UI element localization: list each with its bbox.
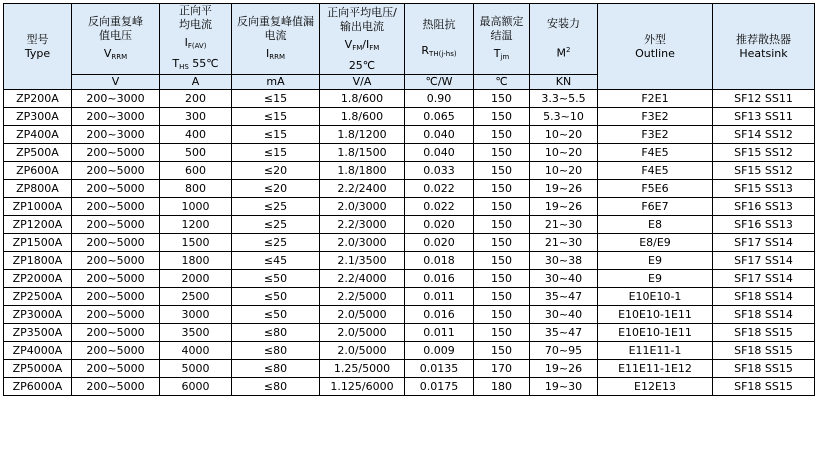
header-heatsink-en: Heatsink	[739, 46, 788, 60]
cell-rth: 0.065	[405, 108, 474, 126]
cell-rth: 0.020	[405, 234, 474, 252]
cell-force: 30~40	[530, 270, 598, 288]
cell-vrrm: 200~5000	[72, 324, 160, 342]
header-irrm-sym: $I_{RRM}$	[265, 46, 286, 61]
cell-tjm: 150	[474, 234, 530, 252]
cell-irrm: ≤25	[232, 234, 320, 252]
cell-rth: 0.0175	[405, 378, 474, 396]
cell-type: ZP1200A	[4, 216, 72, 234]
cell-type: ZP1000A	[4, 198, 72, 216]
cell-heatsink: SF17 SS14	[713, 252, 815, 270]
cell-tjm: 180	[474, 378, 530, 396]
cell-irrm: ≤15	[232, 126, 320, 144]
cell-type: ZP200A	[4, 90, 72, 108]
cell-ifav: 2000	[160, 270, 232, 288]
table-body	[4, 90, 815, 396]
cell-vfm: 2.0/5000	[320, 342, 405, 360]
cell-tjm: 150	[474, 306, 530, 324]
cell-heatsink: SF16 SS13	[713, 216, 815, 234]
cell-type: ZP2000A	[4, 270, 72, 288]
header-outline	[598, 4, 713, 90]
table-row	[4, 126, 815, 144]
header-tjm-cn: 最高额定结温	[479, 14, 524, 42]
cell-force: 35~47	[530, 324, 598, 342]
cell-rth: 0.016	[405, 270, 474, 288]
header-row	[4, 4, 815, 75]
cell-outline: F3E2	[598, 108, 713, 126]
cell-rth: 0.022	[405, 180, 474, 198]
cell-heatsink: SF18 SS15	[713, 360, 815, 378]
header-type	[4, 4, 72, 90]
header-rth-sym: $R_{TH(j-hs)}$	[421, 43, 457, 58]
cell-force: 10~20	[530, 126, 598, 144]
unit-irrm: mA	[232, 75, 320, 90]
cell-outline: F6E7	[598, 198, 713, 216]
cell-outline: F2E1	[598, 90, 713, 108]
header-ifav-cond: $T_{HS}$ 55℃	[172, 57, 219, 71]
table-row	[4, 252, 815, 270]
header-irrm	[232, 4, 320, 75]
unit-ifav: A	[160, 75, 232, 90]
cell-type: ZP500A	[4, 144, 72, 162]
cell-heatsink: SF17 SS14	[713, 270, 815, 288]
cell-vfm: 1.25/5000	[320, 360, 405, 378]
cell-tjm: 150	[474, 144, 530, 162]
header-tjm	[474, 4, 530, 75]
header-vrrm	[72, 4, 160, 75]
cell-rth: 0.016	[405, 306, 474, 324]
table-row	[4, 198, 815, 216]
cell-outline: E10E10-1E11	[598, 306, 713, 324]
cell-tjm: 150	[474, 126, 530, 144]
cell-vfm: 2.1/3500	[320, 252, 405, 270]
cell-rth: 0.009	[405, 342, 474, 360]
cell-outline: E12E13	[598, 378, 713, 396]
header-irrm-cn: 反向重复峰值漏电流	[237, 14, 314, 42]
table-row	[4, 324, 815, 342]
cell-force: 10~20	[530, 162, 598, 180]
cell-vrrm: 200~3000	[72, 90, 160, 108]
header-outline-en: Outline	[635, 46, 675, 60]
cell-force: 35~47	[530, 288, 598, 306]
cell-ifav: 5000	[160, 360, 232, 378]
cell-type: ZP1500A	[4, 234, 72, 252]
cell-vrrm: 200~5000	[72, 378, 160, 396]
cell-type: ZP6000A	[4, 378, 72, 396]
cell-vfm: 2.2/2400	[320, 180, 405, 198]
cell-tjm: 150	[474, 216, 530, 234]
cell-type: ZP2500A	[4, 288, 72, 306]
cell-vrrm: 200~5000	[72, 162, 160, 180]
table-row	[4, 90, 815, 108]
cell-heatsink: SF18 SS14	[713, 306, 815, 324]
cell-vrrm: 200~5000	[72, 216, 160, 234]
cell-irrm: ≤45	[232, 252, 320, 270]
cell-tjm: 150	[474, 90, 530, 108]
header-force-sym: $M^2$	[556, 46, 571, 60]
cell-heatsink: SF15 SS12	[713, 162, 815, 180]
table-row	[4, 144, 815, 162]
cell-vfm: 1.8/1200	[320, 126, 405, 144]
cell-vrrm: 200~5000	[72, 306, 160, 324]
cell-vfm: 2.0/3000	[320, 198, 405, 216]
cell-ifav: 400	[160, 126, 232, 144]
cell-outline: E10E10-1	[598, 288, 713, 306]
header-force-cn: 安装力	[547, 17, 580, 31]
cell-force: 10~20	[530, 144, 598, 162]
cell-type: ZP1800A	[4, 252, 72, 270]
table-row	[4, 180, 815, 198]
cell-ifav: 3000	[160, 306, 232, 324]
unit-rth: ℃/W	[405, 75, 474, 90]
cell-heatsink: SF18 SS15	[713, 378, 815, 396]
cell-heatsink: SF14 SS12	[713, 126, 815, 144]
cell-ifav: 4000	[160, 342, 232, 360]
cell-tjm: 150	[474, 162, 530, 180]
cell-type: ZP3000A	[4, 306, 72, 324]
unit-vfm: V/A	[320, 75, 405, 90]
cell-force: 3.3~5.5	[530, 90, 598, 108]
cell-vfm: 2.0/5000	[320, 324, 405, 342]
header-heatsink-cn: 推荐散热器	[736, 32, 791, 46]
header-vfm	[320, 4, 405, 75]
header-type-en: Type	[24, 46, 51, 60]
table-row	[4, 378, 815, 396]
cell-vrrm: 200~5000	[72, 234, 160, 252]
header-force	[530, 4, 598, 75]
cell-rth: 0.90	[405, 90, 474, 108]
table-row	[4, 234, 815, 252]
cell-irrm: ≤50	[232, 288, 320, 306]
cell-force: 19~30	[530, 378, 598, 396]
cell-vrrm: 200~3000	[72, 108, 160, 126]
cell-force: 70~95	[530, 342, 598, 360]
cell-heatsink: SF13 SS11	[713, 108, 815, 126]
cell-irrm: ≤50	[232, 270, 320, 288]
cell-type: ZP400A	[4, 126, 72, 144]
cell-rth: 0.011	[405, 288, 474, 306]
table-row	[4, 360, 815, 378]
cell-type: ZP800A	[4, 180, 72, 198]
cell-outline: E10E10-1E11	[598, 324, 713, 342]
cell-force: 30~38	[530, 252, 598, 270]
table-row	[4, 342, 815, 360]
table-row	[4, 288, 815, 306]
cell-irrm: ≤80	[232, 324, 320, 342]
cell-outline: E11E11-1	[598, 342, 713, 360]
cell-vrrm: 200~5000	[72, 288, 160, 306]
cell-tjm: 150	[474, 270, 530, 288]
cell-ifav: 2500	[160, 288, 232, 306]
header-outline-cn: 外型	[644, 32, 666, 46]
cell-irrm: ≤20	[232, 180, 320, 198]
unit-tjm: ℃	[474, 75, 530, 90]
cell-heatsink: SF18 SS15	[713, 342, 815, 360]
cell-outline: E9	[598, 252, 713, 270]
cell-irrm: ≤80	[232, 342, 320, 360]
cell-heatsink: SF18 SS14	[713, 288, 815, 306]
cell-force: 30~40	[530, 306, 598, 324]
cell-ifav: 600	[160, 162, 232, 180]
header-type-cn: 型号	[26, 32, 49, 46]
cell-ifav: 200	[160, 90, 232, 108]
cell-rth: 0.040	[405, 144, 474, 162]
cell-vrrm: 200~5000	[72, 144, 160, 162]
cell-rth: 0.018	[405, 252, 474, 270]
cell-irrm: ≤15	[232, 108, 320, 126]
cell-vrrm: 200~5000	[72, 360, 160, 378]
cell-heatsink: SF12 SS11	[713, 90, 815, 108]
cell-ifav: 6000	[160, 378, 232, 396]
cell-vfm: 1.125/6000	[320, 378, 405, 396]
cell-outline: E8	[598, 216, 713, 234]
cell-vfm: 2.0/5000	[320, 306, 405, 324]
cell-tjm: 150	[474, 324, 530, 342]
table-row	[4, 306, 815, 324]
cell-force: 5.3~10	[530, 108, 598, 126]
cell-rth: 0.020	[405, 216, 474, 234]
unit-vrrm: V	[72, 75, 160, 90]
cell-vfm: 2.0/3000	[320, 234, 405, 252]
cell-ifav: 800	[160, 180, 232, 198]
cell-vfm: 1.8/600	[320, 108, 405, 126]
unit-force: KN	[530, 75, 598, 90]
cell-heatsink: SF15 SS12	[713, 144, 815, 162]
table-header	[4, 4, 815, 90]
cell-irrm: ≤50	[232, 306, 320, 324]
cell-outline: F3E2	[598, 126, 713, 144]
header-rth-cn: 热阻抗	[422, 17, 456, 31]
cell-ifav: 1500	[160, 234, 232, 252]
header-vfm-sym: $V_{FM}/I_{FM}$	[344, 37, 380, 52]
cell-heatsink: SF15 SS13	[713, 180, 815, 198]
cell-rth: 0.040	[405, 126, 474, 144]
cell-heatsink: SF16 SS13	[713, 198, 815, 216]
cell-rth: 0.011	[405, 324, 474, 342]
cell-force: 19~26	[530, 198, 598, 216]
cell-irrm: ≤20	[232, 162, 320, 180]
cell-ifav: 300	[160, 108, 232, 126]
cell-vfm: 1.8/600	[320, 90, 405, 108]
cell-type: ZP3500A	[4, 324, 72, 342]
cell-outline: F5E6	[598, 180, 713, 198]
cell-type: ZP300A	[4, 108, 72, 126]
table-row	[4, 270, 815, 288]
cell-ifav: 1800	[160, 252, 232, 270]
cell-outline: E8/E9	[598, 234, 713, 252]
cell-vrrm: 200~5000	[72, 198, 160, 216]
header-rth	[405, 4, 474, 75]
cell-irrm: ≤15	[232, 144, 320, 162]
cell-vrrm: 200~3000	[72, 126, 160, 144]
cell-outline: E11E11-1E12	[598, 360, 713, 378]
header-vrrm-sym: $V_{RRM}$	[103, 46, 128, 61]
cell-tjm: 150	[474, 252, 530, 270]
header-vfm-cond: 25℃	[348, 58, 376, 72]
header-heatsink	[713, 4, 815, 90]
cell-vfm: 1.8/1800	[320, 162, 405, 180]
spec-table	[3, 3, 815, 396]
cell-vrrm: 200~5000	[72, 252, 160, 270]
cell-tjm: 170	[474, 360, 530, 378]
cell-vrrm: 200~5000	[72, 270, 160, 288]
cell-type: ZP5000A	[4, 360, 72, 378]
cell-type: ZP600A	[4, 162, 72, 180]
cell-rth: 0.033	[405, 162, 474, 180]
table-row	[4, 108, 815, 126]
cell-irrm: ≤25	[232, 216, 320, 234]
cell-vrrm: 200~5000	[72, 180, 160, 198]
header-tjm-sym: $T_{jm}$	[493, 46, 510, 61]
cell-tjm: 150	[474, 288, 530, 306]
cell-force: 21~30	[530, 234, 598, 252]
header-vrrm-cn: 反向重复峰值电压	[88, 14, 143, 42]
cell-force: 21~30	[530, 216, 598, 234]
cell-vfm: 2.2/4000	[320, 270, 405, 288]
cell-ifav: 500	[160, 144, 232, 162]
cell-force: 19~26	[530, 180, 598, 198]
table-row	[4, 162, 815, 180]
cell-irrm: ≤80	[232, 360, 320, 378]
cell-rth: 0.0135	[405, 360, 474, 378]
cell-force: 19~26	[530, 360, 598, 378]
cell-tjm: 150	[474, 198, 530, 216]
cell-ifav: 3500	[160, 324, 232, 342]
cell-heatsink: SF18 SS15	[713, 324, 815, 342]
header-ifav	[160, 4, 232, 75]
cell-outline: F4E5	[598, 162, 713, 180]
cell-tjm: 150	[474, 180, 530, 198]
header-ifav-cn: 正向平均电流	[179, 4, 212, 31]
cell-vfm: 2.2/3000	[320, 216, 405, 234]
cell-ifav: 1200	[160, 216, 232, 234]
cell-vrrm: 200~5000	[72, 342, 160, 360]
cell-tjm: 150	[474, 342, 530, 360]
cell-irrm: ≤80	[232, 378, 320, 396]
cell-rth: 0.022	[405, 198, 474, 216]
cell-vfm: 1.8/1500	[320, 144, 405, 162]
header-ifav-sym: $I_{F(AV)}$	[184, 36, 207, 50]
cell-tjm: 150	[474, 108, 530, 126]
header-vfm-cn: 正向平均电压/输出电流	[327, 5, 397, 33]
cell-irrm: ≤25	[232, 198, 320, 216]
cell-outline: E9	[598, 270, 713, 288]
cell-vfm: 2.2/5000	[320, 288, 405, 306]
cell-outline: F4E5	[598, 144, 713, 162]
table-row	[4, 216, 815, 234]
cell-ifav: 1000	[160, 198, 232, 216]
cell-irrm: ≤15	[232, 90, 320, 108]
cell-heatsink: SF17 SS14	[713, 234, 815, 252]
cell-type: ZP4000A	[4, 342, 72, 360]
